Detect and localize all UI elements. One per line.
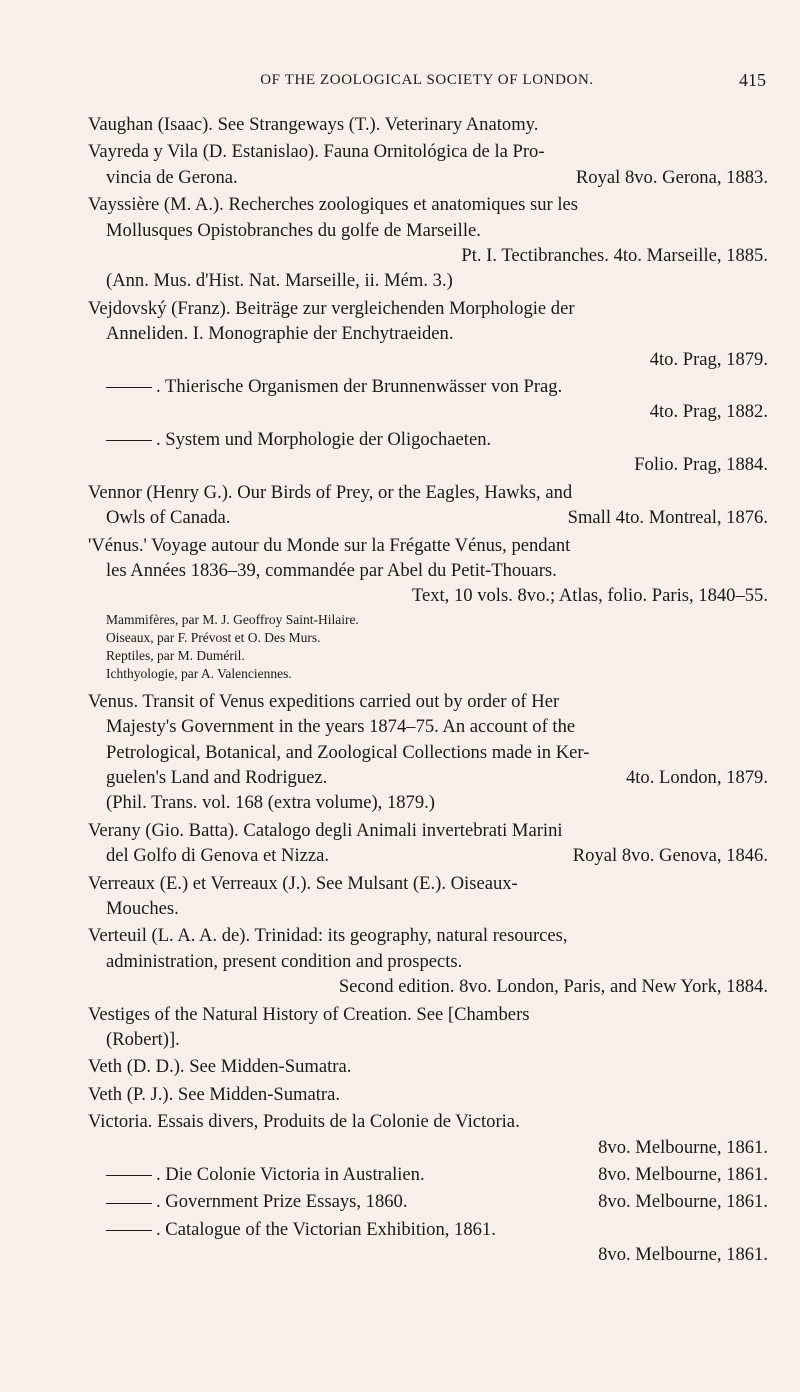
entry-imprint: Pt. I. Tectibranches. 4to. Marseille, 1885. — [461, 245, 768, 267]
entry-imprint: 8vo. Melbourne, 1861. — [598, 1244, 768, 1266]
contents-line: Mammifères, par M. J. Geoffroy Saint-Hilaire. — [106, 611, 359, 627]
entry-line-text: . System und Morphologie der Oligochaeten. — [156, 428, 492, 450]
entry-line: Victoria. Essais divers, Produits de la Colonie de Victoria. — [88, 1111, 520, 1133]
entry-venus-transit — [88, 689, 768, 816]
entry-vaughan — [88, 112, 768, 137]
entry-imprint: Folio. Prag, 1884. — [634, 454, 768, 476]
entry-line — [88, 843, 768, 868]
contents-line: Oiseaux, par F. Prévost et O. Des Murs. — [106, 629, 321, 645]
entry-line-left — [106, 1189, 408, 1214]
entry-vejdovsky-3 — [88, 427, 768, 478]
entry-line-left: vincia de Gerona. — [106, 166, 238, 188]
entry-veth-dd — [88, 1054, 768, 1079]
entry-line: administration, present condition and prospects. — [106, 950, 463, 972]
entry-imprint: 4to. Prag, 1882. — [649, 401, 768, 423]
entry-line: Anneliden. I. Monographie der Enchytraeiden. — [106, 323, 454, 345]
entry-line — [88, 1162, 768, 1187]
entry-line: Venus. Transit of Venus expeditions carried out by order of Her — [88, 690, 560, 712]
entry-line-left: guelen's Land and Rodriguez. — [106, 766, 328, 788]
entry-line: 'Vénus.' Voyage autour du Monde sur la Frégatte Vénus, pendant — [88, 534, 571, 556]
entry-imprint: Text, 10 vols. 8vo.; Atlas, folio. Paris, 1840–55. — [411, 585, 768, 607]
entry-line-text: . Catalogue of the Victorian Exhibition, 1861. — [156, 1218, 496, 1240]
entry-line: Verreaux (E.) et Verreaux (J.). See Mulsant (E.). Oiseaux- — [88, 872, 518, 894]
entry-venus-voyage — [88, 533, 768, 609]
entry-line: Verteuil (L. A. A. de). Trinidad: its geography, natural resources, — [88, 925, 568, 947]
entry-vayreda — [88, 139, 768, 190]
entry-line: (Ann. Mus. d'Hist. Nat. Marseille, ii. Mém. 3.) — [106, 270, 453, 292]
entry-line: Vaughan (Isaac). See Strangeways (T.). Veterinary Anatomy. — [88, 114, 539, 135]
entry-line — [88, 1189, 768, 1214]
entry-vejdovsky-2 — [88, 374, 768, 425]
entry-line: Vennor (Henry G.). Our Birds of Prey, or the Eagles, Hawks, and — [88, 481, 573, 503]
entry-victoria-4 — [88, 1217, 768, 1268]
ditto-dash — [106, 440, 152, 441]
entry-line: Verany (Gio. Batta). Catalogo degli Animali invertebrati Marini — [88, 819, 563, 841]
entry-line-text: . Die Colonie Victoria in Australien. — [156, 1164, 425, 1186]
entry-victoria-1 — [88, 1109, 768, 1160]
entry-verteuil — [88, 923, 768, 999]
running-header — [88, 72, 766, 98]
entry-line-text: . Government Prize Essays, 1860. — [156, 1191, 408, 1213]
entry-line-left: del Golfo di Genova et Nizza. — [106, 845, 330, 867]
entry-line: Vayreda y Vila (D. Estanislao). Fauna Ornitológica de la Pro- — [88, 141, 545, 163]
entry-verany — [88, 818, 768, 869]
entry-line: Vayssière (M. A.). Recherches zoologiques et anatomiques sur les — [88, 194, 579, 216]
contents-line: Reptiles, par M. Duméril. — [106, 647, 245, 663]
ditto-dash — [106, 1230, 152, 1231]
entry-line: Petrological, Botanical, and Zoological Collections made in Ker- — [106, 741, 590, 763]
ditto-dash — [106, 387, 152, 388]
entry-line: Vestiges of the Natural History of Creation. See [Chambers — [88, 1003, 530, 1025]
entry-vejdovsky-1 — [88, 296, 768, 372]
entry-imprint: 4to. Prag, 1879. — [649, 348, 768, 370]
entry-victoria-3 — [88, 1189, 768, 1214]
entry-victoria-2 — [88, 1162, 768, 1187]
entry-line: (Phil. Trans. vol. 168 (extra volume), 1879.) — [106, 792, 435, 814]
entry-line: (Robert)]. — [106, 1029, 180, 1050]
bibliography-entries — [88, 112, 768, 1270]
entry-line — [88, 505, 768, 530]
entry-line: Mouches. — [106, 897, 179, 919]
page-number: 415 — [739, 70, 766, 90]
entry-line: Vejdovský (Franz). Beiträge zur vergleichenden Morphologie der — [88, 297, 575, 319]
entry-imprint: Royal 8vo. Gerona, 1883. — [575, 166, 768, 188]
entry-line-left — [106, 1162, 425, 1187]
entry-line — [88, 1217, 768, 1242]
entry-imprint: 8vo. Melbourne, 1861. — [598, 1191, 768, 1213]
entry-imprint: Second edition. 8vo. London, Paris, and New York, 1884. — [338, 976, 768, 998]
contents-line: Ichthyologie, par A. Valenciennes. — [106, 665, 292, 681]
entry-line — [88, 374, 768, 399]
entry-verreaux — [88, 871, 768, 922]
entry-imprint: Royal 8vo. Genova, 1846. — [572, 845, 768, 867]
entry-imprint: 8vo. Melbourne, 1861. — [598, 1136, 768, 1158]
ditto-dash — [106, 1203, 152, 1204]
entry-line-text: . Thierische Organismen der Brunnenwässer von Prag. — [156, 376, 563, 398]
entry-venus-contents — [88, 611, 768, 683]
entry-imprint: 8vo. Melbourne, 1861. — [598, 1164, 768, 1186]
entry-vayssiere — [88, 192, 768, 294]
entry-line: Veth (D. D.). See Midden-Sumatra. — [88, 1056, 352, 1078]
entry-vestiges — [88, 1002, 768, 1053]
entry-veth-pj — [88, 1082, 768, 1107]
ditto-dash — [106, 1175, 152, 1176]
entry-line: Majesty's Government in the years 1874–75. An account of the — [106, 716, 576, 738]
entry-line: Mollusques Opistobranches du golfe de Marseille. — [106, 219, 481, 241]
entry-line-left: Owls of Canada. — [106, 507, 231, 529]
entry-line — [88, 765, 768, 790]
entry-imprint: 4to. London, 1879. — [625, 766, 768, 788]
running-title: OF THE ZOOLOGICAL SOCIETY OF LONDON. — [260, 72, 594, 88]
entry-line: les Années 1836–39, commandée par Abel du Petit-Thouars. — [106, 559, 557, 581]
entry-line — [88, 427, 768, 452]
entry-vennor — [88, 480, 768, 531]
entry-imprint: Small 4to. Montreal, 1876. — [567, 507, 768, 529]
entry-line: Veth (P. J.). See Midden-Sumatra. — [88, 1083, 341, 1105]
entry-line — [88, 165, 768, 190]
